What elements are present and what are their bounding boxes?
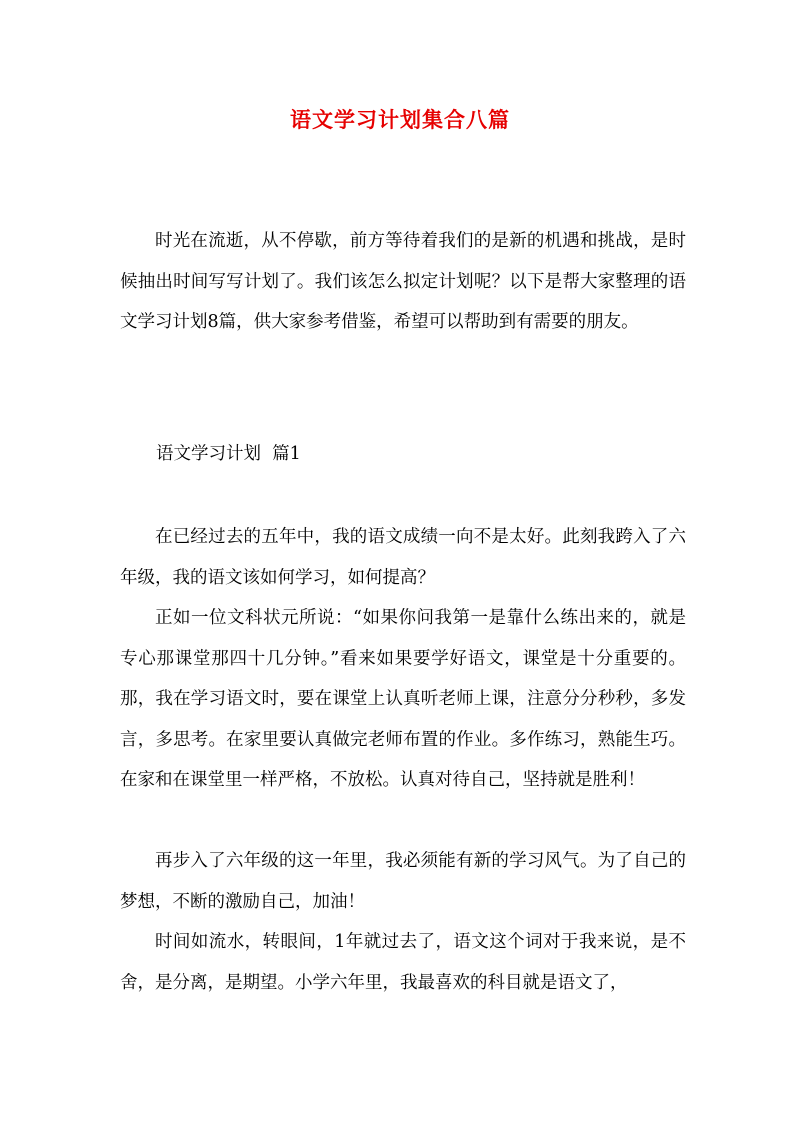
section-heading: 语文学习计划 篇1 bbox=[156, 444, 301, 464]
intro-paragraph: 时光在流逝，从不停歇，前方等待着我们的是新的机遇和挑战，是时候抽出时间写写计划了。我们该怎么拟定计划呢？以下是帮大家整理的语文学习计划8篇，供大家参考借鉴，希望可以帮助到有需要的朋友。 bbox=[120, 231, 686, 332]
document-title: 语文学习计划集合八篇 bbox=[290, 107, 510, 132]
body-paragraph-4: 时间如流水，转眼间，1年就过去了，语文这个词对于我来说，是不舍，是分离，是期望。小学六年里，我最喜欢的科目就是语文了， bbox=[120, 932, 686, 993]
body-paragraph-3: 再步入了六年级的这一年里，我必须能有新的学习风气。为了自己的梦想，不断的激励自己，加油！ bbox=[120, 851, 686, 912]
body-paragraph-2: 正如一位文科状元所说：“如果你问我第一是靠什么练出来的，就是专心那课堂那四十几分钟。”看来如果要学好语文，课堂是十分重要的。那，我在学习语文时，要在课堂上认真听老师上课，注意分分秒秒，多发言，多思考。在家里要认真做完老师布置的作业。多作练习，熟能生巧。在家和在课堂里一样严格，不放松。认真对待自己，坚持就是胜利！ bbox=[120, 608, 686, 790]
body-paragraph-1: 在已经过去的五年中，我的语文成绩一向不是太好。此刻我跨入了六年级，我的语文该如何学习，如何提高？ bbox=[120, 527, 686, 588]
